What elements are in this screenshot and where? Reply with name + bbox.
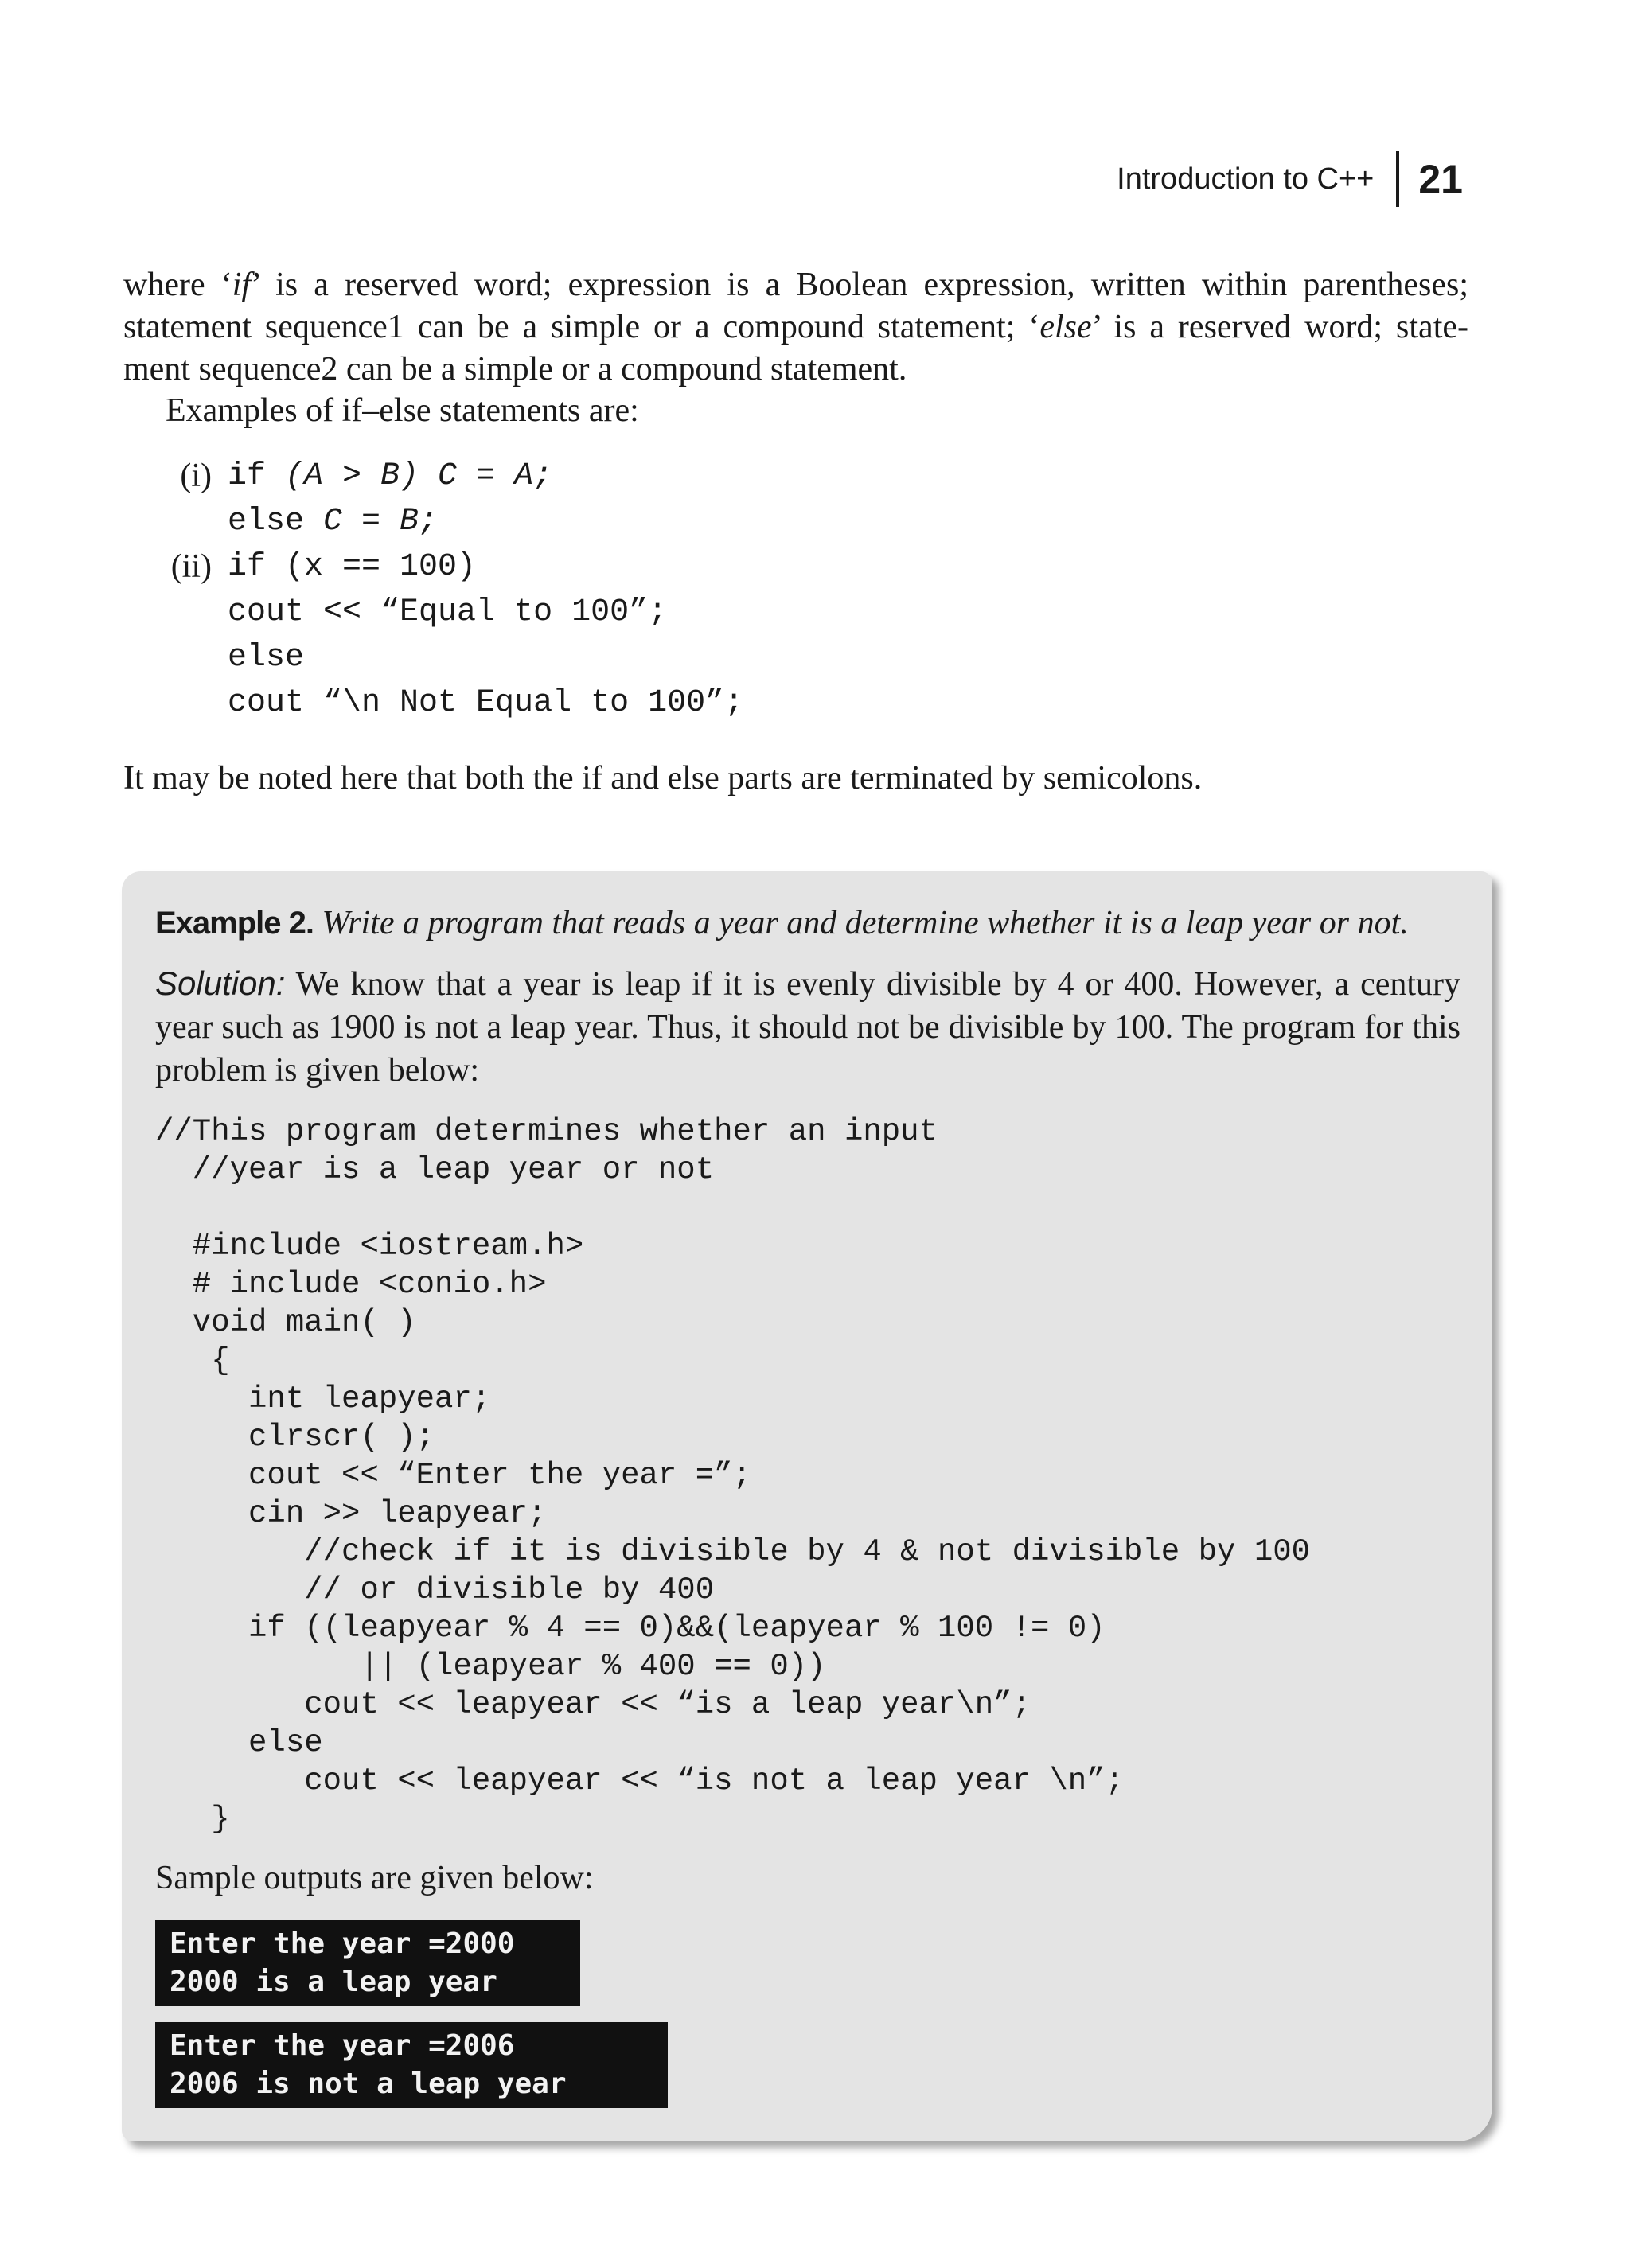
sample-output-2: Enter the year =2006 2006 is not a leap year <box>155 2022 668 2108</box>
sample-outputs-label: Sample outputs are given below: <box>155 1860 594 1896</box>
solution-paragraph <box>155 962 1460 1092</box>
paragraph-examples-intro: Examples of if–else statements are: <box>166 392 639 429</box>
paragraph-semicolons-note: It may be noted here that both the if and else parts are terminated by semicolons. <box>123 760 1203 797</box>
example-line: cout “\n Not Equal to 100”; <box>228 685 744 721</box>
paragraph-line: statement sequence1 can be a simple or a compound statement; ‘else’ is a reserved word; state- <box>123 309 1468 345</box>
example-line: (i) if (A > B) C = A; <box>127 454 743 499</box>
paragraph-line: where ‘if’ is a reserved word; expression is a Boolean expression, written within parentheses; <box>123 267 1468 303</box>
example-2-box <box>122 871 1492 2141</box>
example-line: (ii) if (x == 100) <box>127 544 743 590</box>
page-header <box>1117 151 1463 207</box>
solution-text: We know that a year is leap if it is evenly divisible by 4 or 400. However, a century year such as 1900 is not a leap year. Thus, it should not be divisible by 100. The program for this problem is given below: <box>155 966 1461 1089</box>
running-title: Introduction to C++ <box>1117 151 1399 207</box>
example-line: cout << “Equal to 100”; <box>228 594 668 630</box>
example-question: Write a program that reads a year and determine whether it is a leap year or not. <box>322 905 1409 941</box>
if-else-examples <box>127 454 743 726</box>
page-number: 21 <box>1418 157 1463 201</box>
example-line: else <box>228 640 305 676</box>
example-label: (ii) <box>170 548 212 585</box>
solution-label: Solution: <box>155 964 286 1002</box>
example-heading <box>155 902 1460 945</box>
paragraph-line: ment sequence2 can be a simple or a compound statement. <box>123 351 907 388</box>
sample-output-1: Enter the year =2000 2000 is a leap year <box>155 1920 580 2006</box>
paragraph-if-else-syntax <box>123 264 1468 391</box>
program-code: //This program determines whether an input //year is a leap year or not #include <iostream.h> # include <conio.h> void main( ) { int leapyear; clrscr( ); cout << “Enter the year =”; cin >> leapyear; //check if it is divisible by 4 & not divisible by 100 // or divisible by 400 if ((leapyear % 4 == 0)&&(leapyear % 100 != 0) || (leapyear % 400 == 0)) cout << leapyear << “is a leap year\n”; else cout << leapyear << “is not a leap year \n”; } <box>155 1114 1311 1837</box>
example-label: (i) <box>180 458 212 494</box>
example-line: else C = B; <box>228 504 439 540</box>
example-label: Example 2. <box>155 906 314 941</box>
